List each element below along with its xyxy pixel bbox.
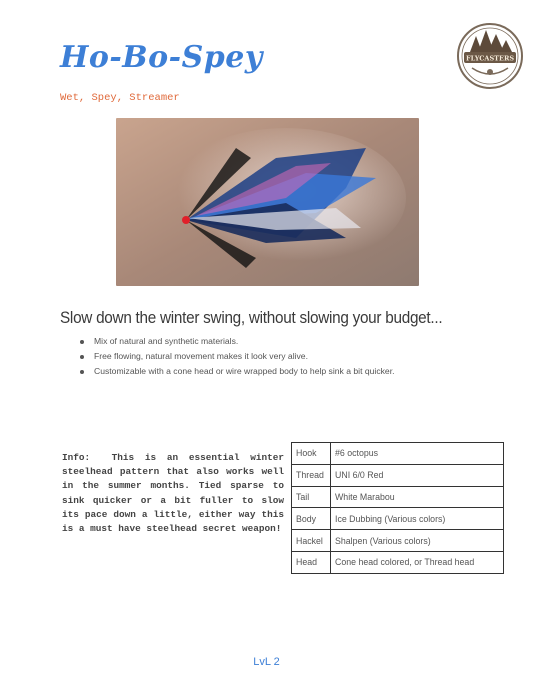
section-heading: Slow down the winter swing, without slowing your budget... xyxy=(60,308,443,327)
material-value: Cone head colored, or Thread head xyxy=(331,551,504,573)
page-title: Ho-Bo-Spey xyxy=(60,40,263,75)
material-value: White Marabou xyxy=(331,486,504,508)
materials-table xyxy=(291,442,504,574)
table-row xyxy=(292,551,504,573)
fly-categories: Wet, Spey, Streamer xyxy=(60,92,180,104)
material-part: Hackel xyxy=(292,530,331,552)
material-part: Hook xyxy=(292,443,331,465)
material-part: Tail xyxy=(292,486,331,508)
material-part: Thread xyxy=(292,464,331,486)
table-row xyxy=(292,508,504,530)
material-value: #6 octopus xyxy=(331,443,504,465)
material-value: UNI 6/0 Red xyxy=(331,464,504,486)
material-part: Head xyxy=(292,551,331,573)
svg-text:FLYCASTERS: FLYCASTERS xyxy=(465,54,515,63)
info-paragraph: Info: This is an essential winter steelhead pattern that also works well in the summer months. Tied sparse to sink quicker or a bit fuller to slow its pace down a little, either way this is a must have steelhead secret weapon! xyxy=(62,452,290,535)
level-footer: LvL 2 xyxy=(253,656,280,668)
list-item: Free flowing, natural movement makes it look very alive. xyxy=(78,349,394,364)
material-part: Body xyxy=(292,508,331,530)
table-row xyxy=(292,443,504,465)
material-value: Shalpen (Various colors) xyxy=(331,530,504,552)
list-item: Mix of natural and synthetic materials. xyxy=(78,334,394,349)
fly-photo xyxy=(116,118,419,286)
table-row xyxy=(292,464,504,486)
flycasters-logo xyxy=(456,22,524,90)
table-row xyxy=(292,530,504,552)
table-row xyxy=(292,486,504,508)
material-value: Ice Dubbing (Various colors) xyxy=(331,508,504,530)
list-item: Customizable with a cone head or wire wrapped body to help sink a bit quicker. xyxy=(78,364,394,379)
feature-list xyxy=(78,334,394,379)
